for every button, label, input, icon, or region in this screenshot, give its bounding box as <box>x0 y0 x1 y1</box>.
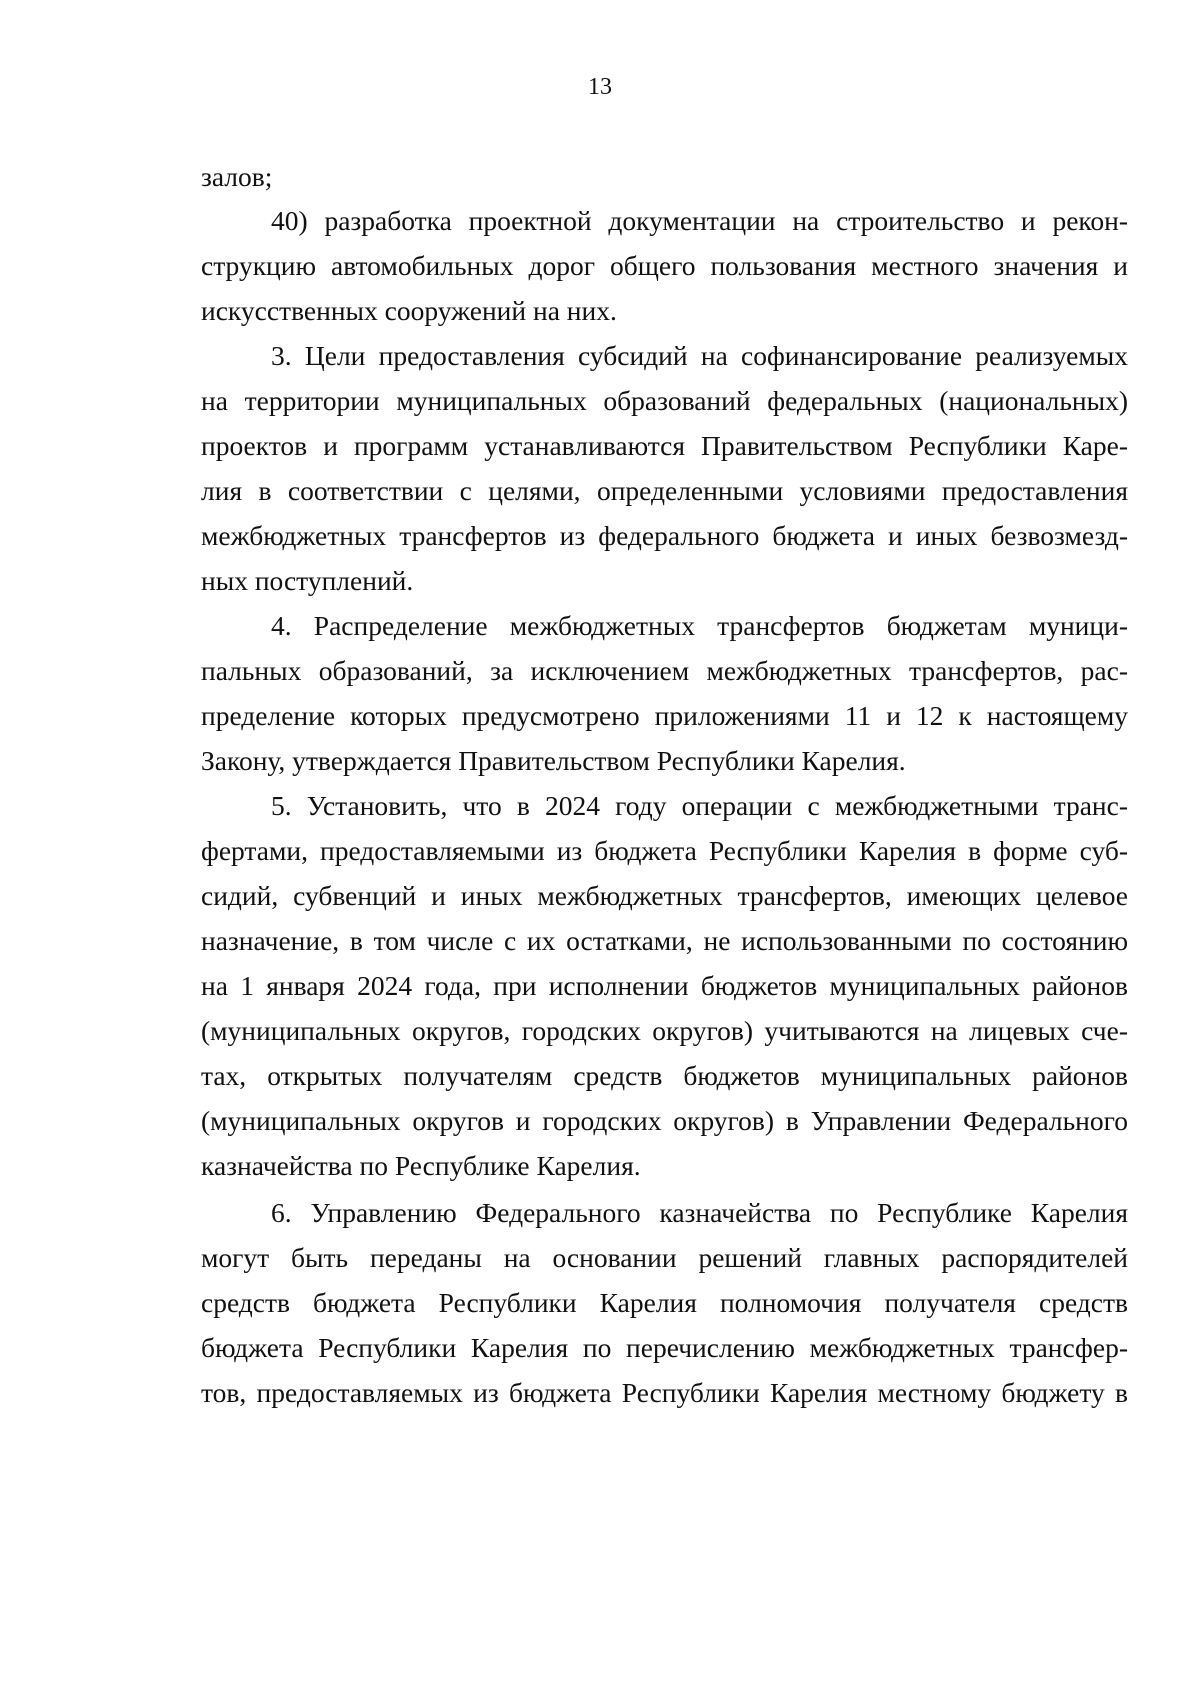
text-line: на 1 января 2024 года, при исполнении бюджетов муниципальных районов <box>201 970 1128 1001</box>
text-line: тах, открытых получателям средств бюджетов муниципальных районов <box>201 1060 1128 1091</box>
text-line: (муниципальных округов, городских округов) учитываются на лицевых сче- <box>201 1015 1128 1046</box>
text-line: проектов и программ устанавливаются Правительством Республики Каре- <box>201 430 1128 461</box>
text-line: межбюджетных трансфертов из федерального бюджета и иных безвозмезд- <box>201 520 1128 551</box>
text-line: средств бюджета Республики Карелия полномочия получателя средств <box>201 1287 1128 1318</box>
text-line: пределение которых предусмотрено приложениями 11 и 12 к настоящему <box>201 700 1128 731</box>
text-line: могут быть переданы на основании решений главных распорядителей <box>201 1242 1128 1273</box>
text-line: фертами, предоставляемыми из бюджета Республики Карелия в форме суб- <box>201 835 1128 866</box>
text-line: струкцию автомобильных дорог общего пользования местного значения и <box>201 250 1128 281</box>
text-line: (муниципальных округов и городских округов) в Управлении Федерального <box>201 1105 1128 1136</box>
text-line: пальных образований, за исключением межбюджетных трансфертов, рас- <box>201 655 1128 686</box>
text-line: залов; <box>201 161 273 192</box>
text-line: ных поступлений. <box>201 565 414 596</box>
text-line: Закону, утверждается Правительством Республики Карелия. <box>201 745 906 776</box>
text-line: 6. Управлению Федерального казначейства по Республике Карелия <box>271 1197 1128 1228</box>
text-line: сидий, субвенций и иных межбюджетных трансфертов, имеющих целевое <box>201 880 1128 911</box>
page-number: 13 <box>588 74 612 100</box>
text-line: 40) разработка проектной документации на строительство и рекон- <box>271 205 1128 236</box>
text-line: тов, предоставляемых из бюджета Республики Карелия местному бюджету в <box>201 1377 1128 1408</box>
text-line: 4. Распределение межбюджетных трансфертов бюджетам муници- <box>271 610 1128 641</box>
text-line: 3. Цели предоставления субсидий на софинансирование реализуемых <box>271 340 1128 371</box>
text-line: на территории муниципальных образований федеральных (национальных) <box>201 385 1128 416</box>
text-line: казначейства по Республике Карелия. <box>201 1150 641 1181</box>
text-line: искусственных сооружений на них. <box>201 295 617 326</box>
text-line: лия в соответствии с целями, определенными условиями предоставления <box>201 475 1128 506</box>
text-line: бюджета Республики Карелия по перечислению межбюджетных трансфер- <box>201 1332 1128 1363</box>
text-line: назначение, в том числе с их остатками, не использованными по состоянию <box>201 925 1128 956</box>
text-line: 5. Установить, что в 2024 году операции с межбюджетными транс- <box>271 790 1128 821</box>
